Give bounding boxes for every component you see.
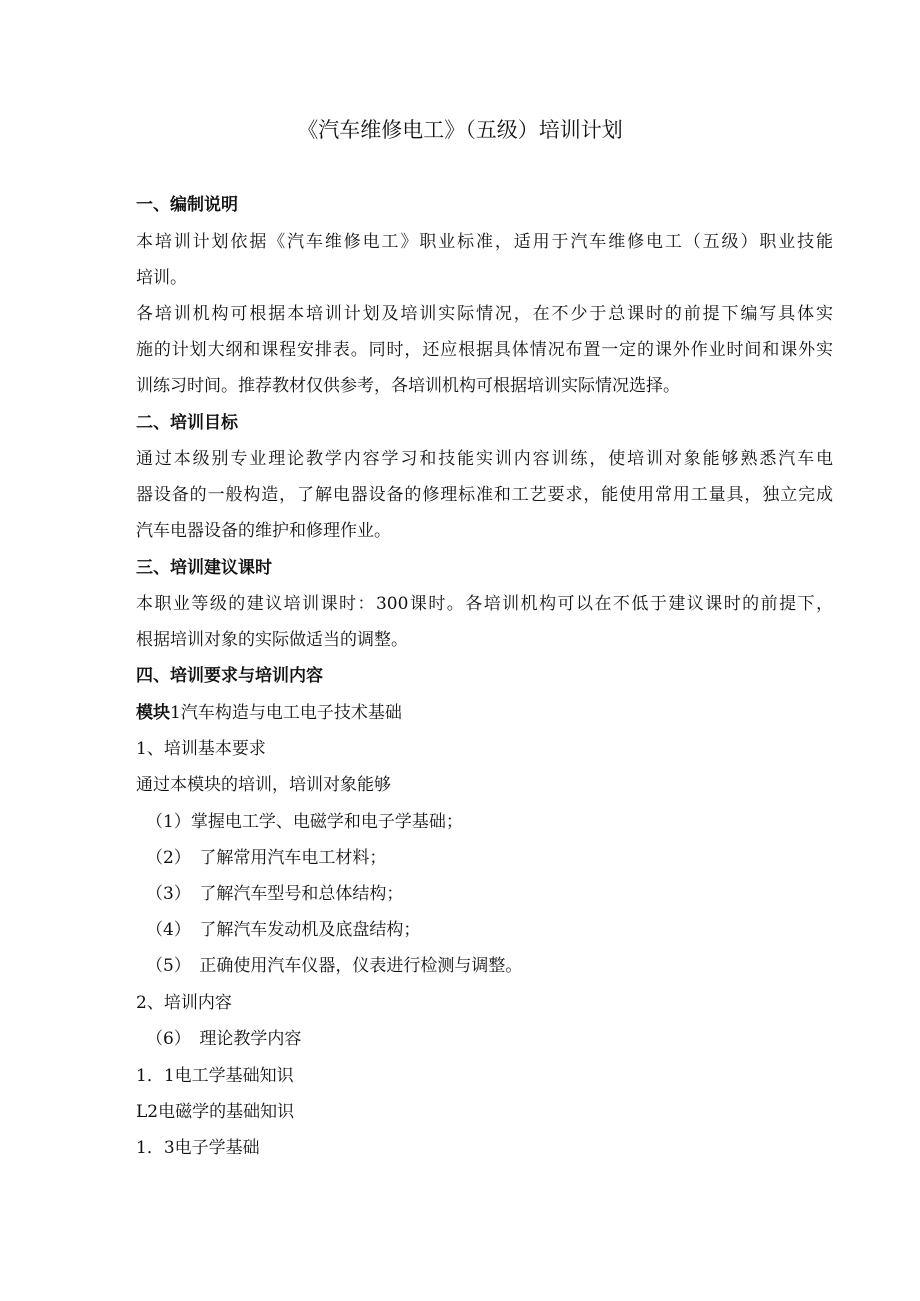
paragraph-line: 汽车电器设备的维护和修理作业。: [136, 521, 391, 541]
paragraph-line: 本职业等级的建议培训课时：300课时。各培训机构可以在不低于建议课时的前提下，: [136, 594, 833, 614]
section-heading-3: 三、培训建议课时: [136, 558, 272, 578]
paragraph-line: 器设备的一般构造，了解电器设备的修理标准和工艺要求，能使用常用工量具，独立完成: [136, 485, 833, 505]
requirement-item: （1）掌握电工学、电磁学和电子学基础；: [146, 812, 463, 832]
requirements-heading: 1、培训基本要求: [136, 739, 266, 759]
requirement-item: （4） 了解汽车发动机及底盘结构；: [146, 920, 421, 940]
sub-item: 1．1电工学基础知识: [136, 1066, 294, 1086]
paragraph-line: 各培训机构可根据本培训计划及培训实际情况，在不少于总课时的前提下编写具体实: [136, 304, 833, 324]
paragraph-line: 本培训计划依据《汽车维修电工》职业标准，适用于汽车维修电工（五级）职业技能: [136, 232, 833, 252]
sub-item: 1．3电子学基础: [136, 1138, 260, 1158]
content-heading: 2、培训内容: [136, 993, 232, 1013]
paragraph-line: 施的计划大纲和课程安排表。同时，还应根据具体情况布置一定的课外作业时间和课外实: [136, 340, 833, 360]
requirement-item: （3） 了解汽车型号和总体结构；: [146, 884, 404, 904]
requirement-item: （5） 正确使用汽车仪器，仪表进行检测与调整。: [146, 956, 523, 976]
sub-item: L2电磁学的基础知识: [136, 1102, 295, 1122]
content-item: （6） 理论教学内容: [146, 1029, 302, 1049]
requirements-intro: 通过本模块的培训，培训对象能够: [136, 775, 391, 795]
paragraph-line: 培训。: [136, 268, 187, 288]
requirement-item: （2） 了解常用汽车电工材料；: [146, 848, 387, 868]
module-label: 模块: [136, 703, 170, 723]
module-title: 1汽车构造与电工电子技术基础: [170, 703, 402, 723]
page-title: 《汽车维修电工》（五级）培训计划: [297, 118, 623, 142]
paragraph-line: 训练习时间。推荐教材仅供参考，各培训机构可根据培训实际情况选择。: [136, 376, 680, 396]
section-heading-2: 二、培训目标: [136, 413, 238, 433]
paragraph-line: 根据培训对象的实际做适当的调整。: [136, 630, 408, 650]
section-heading-1: 一、编制说明: [136, 195, 238, 215]
section-heading-4: 四、培训要求与培训内容: [136, 666, 323, 686]
paragraph-line: 通过本级别专业理论教学内容学习和技能实训内容训练，使培训对象能够熟悉汽车电: [136, 449, 833, 469]
module-heading: [136, 701, 402, 725]
